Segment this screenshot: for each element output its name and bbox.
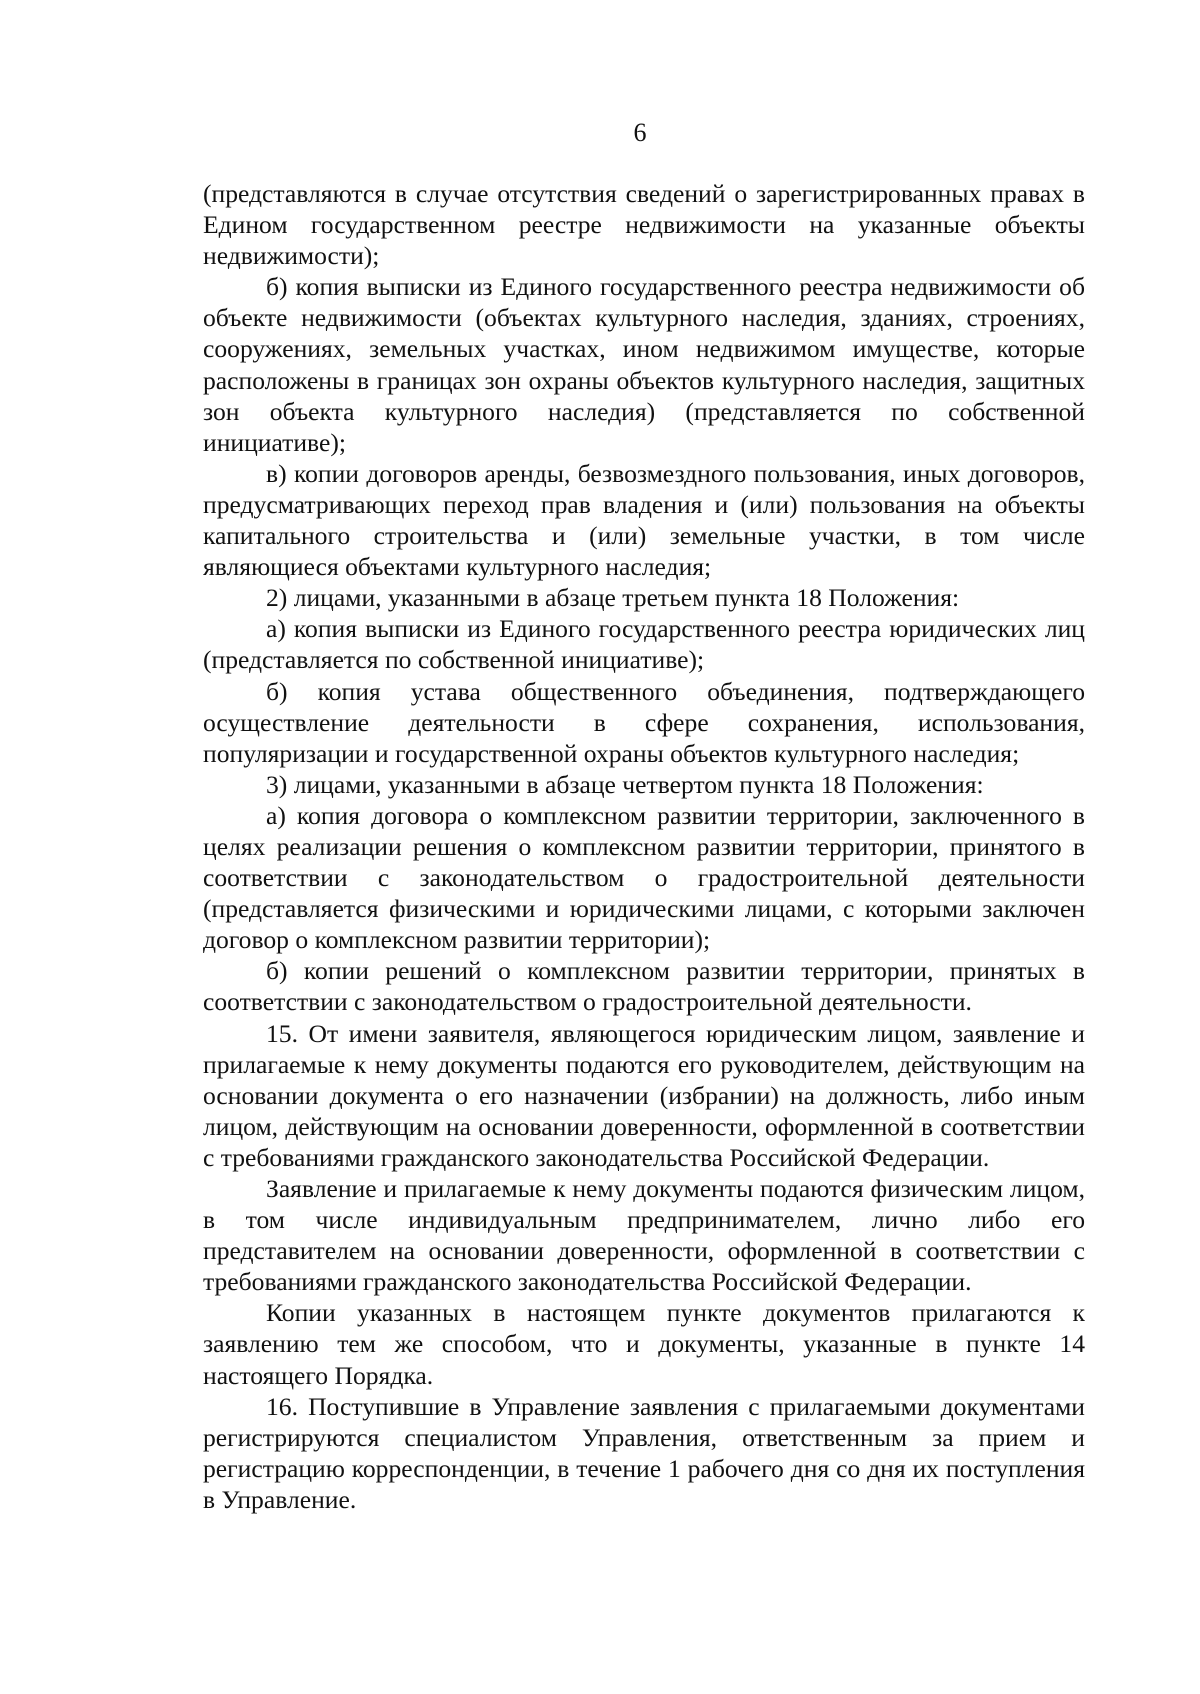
paragraph-item-v-contracts: в) копии договоров аренды, безвозмездного пользования, иных договоров, предусматривающих переход прав владения и (или) пользования на объекты капитального строительства и (или) земельные участки, в том числе являющиеся объектами культурного наследия; — [203, 458, 1085, 582]
document-body — [203, 178, 1085, 1515]
paragraph-copies: Копии указанных в настоящем пункте документов прилагаются к заявлению тем же способом, что и документы, указанные в пункте 14 настоящего Порядка. — [203, 1298, 1085, 1390]
paragraph-item-b-egrn-extract: б) копия выписки из Единого государственного реестра недвижимости об объекте недвижимости (объектах культурного наследия, зданиях, строениях, сооружениях, земельных участках, ином недвижимом имуществе, которые расположены в границах зон охраны объектов культурного наследия, защитных зон объекта культурного наследия) (представляется по собственной инициативе); — [203, 272, 1085, 457]
paragraph-clause-16: 16. Поступившие в Управление заявления с прилагаемыми документами регистрируются специалистом Управления, ответственным за прием и регистрацию корреспонденции, в течение 1 рабочего дня со дня их поступления в Управление. — [203, 1391, 1085, 1514]
paragraph-item-2-heading: 2) лицами, указанными в абзаце третьем пункта 18 Положения: — [266, 583, 960, 613]
paragraph-item-a-development-contract: а) копия договора о комплексном развитии территории, заключенного в целях реализации решения о комплексном развитии территории, принятого в соответствии с законодательством о градостроительной деятельности (представляется физическими и юридическими лицами, с которыми заключен договор о комплексном развитии территории); — [203, 800, 1085, 955]
paragraph-item-b-charter: б) копия устава общественного объединения, подтверждающего осуществление деятельности в сфере сохранения, использования, популяризации и государственной охраны объектов культурного наследия; — [203, 676, 1085, 768]
paragraph-item-b-development-decisions: б) копии решений о комплексном развитии территории, принятых в соответствии с законодательством о градостроительной деятельности. — [203, 956, 1085, 1017]
paragraph-item-3-heading: 3) лицами, указанными в абзаце четвертом пункта 18 Положения: — [266, 769, 984, 799]
paragraph-clause-15: 15. От имени заявителя, являющегося юридическим лицом, заявление и прилагаемые к нему документы подаются его руководителем, действующим на основании документа о его назначении (избрании) на должность, либо иным лицом, действующим на основании доверенности, оформленной в соответствии с требованиями гражданского законодательства Российской Федерации. — [203, 1018, 1085, 1172]
page-number: 6 — [633, 118, 647, 147]
paragraph-item-a-egrul-extract: а) копия выписки из Единого государственного реестра юридических лиц (представляется по собственной инициативе); — [203, 614, 1085, 675]
paragraph-individual-applicant: Заявление и прилагаемые к нему документы подаются физическим лицом, в том числе индивидуальным предпринимателем, лично либо его представителем на основании доверенности, оформленной в соответствии с требованиями гражданского законодательства Российской Федерации. — [203, 1174, 1085, 1297]
paragraph-continuation: (представляются в случае отсутствия сведений о зарегистрированных правах в Едином государственном реестре недвижимости на указанные объекты недвижимости); — [203, 179, 1085, 271]
